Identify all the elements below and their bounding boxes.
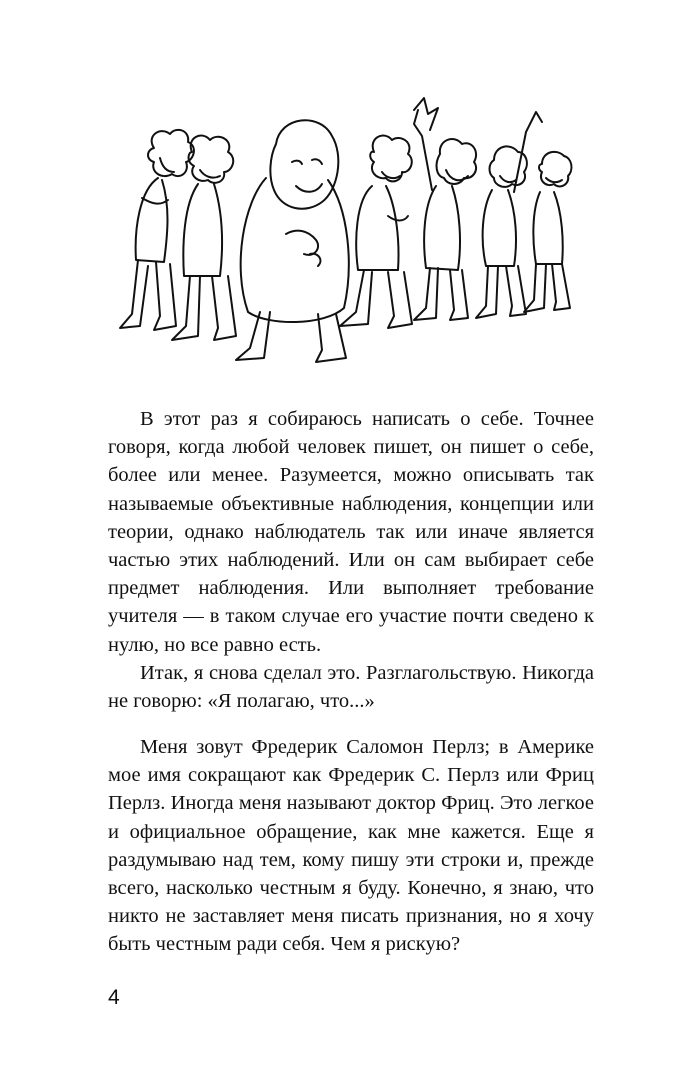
figure-7	[524, 152, 571, 312]
paragraph-1: В этот раз я собираюсь написать о себе. Точнее говоря, когда любой человек пишет, он пишет о себе, более или менее. Разумеется, можно описывать так называемые объективные наблюдения, концепции или теории, однако наблюдатель так или иначе является частью этих наблюдений. Или он сам выбирает себе предмет наблюдения. Или выполняет требование учителя — в таком случае его участие почти сведено к нулю, но все равно есть.	[108, 408, 594, 656]
paragraph-2: Итак, я снова сделал это. Разглагольствую. Никогда не говорю: «Я полагаю, что...»	[108, 661, 594, 713]
figure-6	[476, 112, 542, 318]
figure-3	[236, 120, 349, 362]
text-section-1	[108, 405, 594, 715]
figure-4	[340, 136, 412, 328]
figure-5	[414, 98, 476, 320]
text-section-2	[108, 733, 594, 959]
crowd-of-people-sketch-icon	[96, 86, 586, 388]
crowd-illustration	[96, 86, 586, 388]
paragraph-3: Меня зовут Фредерик Саломон Перлз; в Америке мое имя сокращают как Фредерик С. Перлз или Фриц Перлз. Иногда меня называют доктор Фриц. Это легкое и официальное обращение, как мне кажется. Еще я раздумываю над тем, кому пишу эти строки и, прежде всего, насколько честным я буду. Конечно, я знаю, что никто не заставляет меня писать признания, но я хочу быть честным ради себя. Чем я рискую?	[108, 736, 594, 956]
page-number: 4	[108, 986, 120, 1009]
figure-2	[172, 136, 236, 340]
figure-1	[120, 130, 194, 330]
